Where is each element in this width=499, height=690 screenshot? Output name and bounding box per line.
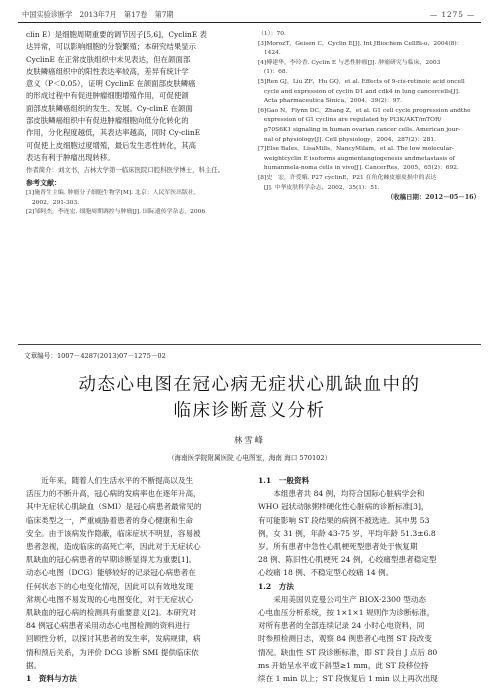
subsection-heading-methods: 1.2 方法 [258, 581, 294, 591]
reference-item: 2002，291-303. [26, 199, 80, 206]
intro-line: 常规心电图不易发现的心电图变化，对于无症状心 [26, 594, 194, 604]
body-line: 28 例、陈旧性心肌梗死 24 例，心绞痛型患者稳定型 [258, 555, 437, 565]
reference-item: p70S6K1 signaling in human ovarian cancer cells. American jour- [258, 126, 461, 133]
intro-line: 近年来，随着人们生活水平的不断提高以及生 [41, 476, 194, 485]
body-line: 岁。所有患者中急性心肌梗死型患者处于恢复期 [258, 542, 418, 552]
article-title-line-2: 临床诊断意义分析 [173, 401, 326, 421]
intro-line: 动态心电图（DCG）能够较好的记录冠心病患者在 [26, 568, 196, 578]
body-line: 作用，分化程度越低，其表达率越高，同时 Cy-clinE [26, 128, 201, 138]
body-line: 对所有患者的全部连续记录 24 小时心电资料，同 [258, 621, 425, 631]
references-left [26, 189, 242, 218]
intro-line: 肌缺血的冠心病患者的早期诊断显得尤为重要[1]。 [26, 555, 197, 565]
reference-item: expression of G1 cyclins are regulated by PI3K/AKT/mTOR/ [258, 117, 442, 124]
prev-article-left-column [26, 29, 242, 218]
body-line: 部皮肤鳞癌组织中有促进肿瘤细胞向低分化转化的 [26, 116, 189, 126]
reference-item: humanmela-noma cells in vivo[J]. CancerRes，2005，65(2)：692. [258, 165, 459, 172]
body-line: CyclinE 在正常皮肤组织中未见表达，但在颌面部 [26, 54, 191, 64]
body-line: 达异常，可以影响细胞的分裂繁殖；本研究结果显示 [26, 42, 196, 52]
body-line: 采用美国贝克曼公司生产 BIOX-2300 型动态 [273, 594, 427, 604]
reference-item: [4]傅建华，李玲香. Cyclin E 与恶性肿瘤[J]. 肿瘤研究与临床，2003 [258, 59, 441, 66]
intro-line: 安全。由于该病发作隐蔽，临床症状不明显，容易被 [26, 528, 201, 538]
body-line: 本组患者共 84 例，均符合国际心脏病学会和 [273, 489, 425, 499]
article-left-column [26, 474, 242, 685]
reference-item: [J]. 中华皮肤科学杂志，2002，35(1)：51. [258, 184, 380, 191]
intro-line: 据。 [26, 660, 42, 670]
body-line: 续在 1 min 以上；ST 段恢复后 1 min 以上再次出现 [258, 674, 438, 684]
intro-line: 其中无症状心肌缺血（SMI）是冠心病患者最常见的 [26, 502, 202, 512]
references-title: 参考文献： [26, 177, 61, 187]
reference-item: [7]Else Bales，LisaMills，NancyMilam，et al. The low molecular- [258, 146, 454, 153]
intro-line: 临床类型之一，严重威胁着患者的身心健康和生命 [26, 515, 194, 525]
running-header-journal: 中国实验诊断学 2013年7月 第17卷 第7期 [22, 10, 174, 19]
intro-line: 84 例冠心病患者采用动态心电图检测的资料进行 [26, 621, 190, 631]
reference-item: [3]MorozT，Geisen C，Cyclin E[J]. Int JBiochem CellBi-o，2004(8)： [258, 40, 463, 47]
body-line: 可促使上皮细胞过度增殖，最后发生恶性转化，其高 [26, 140, 196, 150]
body-line: 意义（P＜0.05），证明 CyclinE 在颌面部皮肤鳞癌 [26, 79, 196, 89]
author-note: 作者简介：刘文书，吉林大学第一临床医院口腔科医学博士，科主任。 [26, 166, 225, 175]
reference-item: weightcyclin E isoforms augmentangiogenesis andmetastasis of [258, 155, 455, 162]
body-line: 例，女 31 例，年龄 43-75 岁，平均年龄 51.3±6.8 [258, 528, 436, 538]
reference-item: [2]邹阿杰，李连宏. 细胞周期调控与肿瘤[J]. 国际遗传学杂志，2006 [26, 209, 206, 216]
body-line: 有可能影响 ST 段结果的病例不被选进。其中男 53 [258, 515, 430, 525]
intro-line: 肌缺血的冠心病的检测具有重要意义[2]。本研究对 [26, 608, 197, 618]
intro-line: 回顾性分析，以探讨其患者的发生率，发病规律，病 [26, 634, 201, 644]
reference-item: [6]Gao N，Flynn DC，Zhang Z，et al. G1 cell cycle progression andthe [258, 107, 471, 114]
body-line: 的形成过程中有促进肿瘤细胞增殖作用，可促使颌 [26, 91, 189, 101]
reference-item: （1）：70. [258, 31, 286, 37]
intro-line: 任何状态下的心电变化情况，因此可以有效地发现 [26, 581, 194, 591]
article-divider [18, 344, 481, 345]
article-title-line-1: 动态心电图在冠心病无症状心肌缺血中的 [78, 375, 421, 395]
body-line: WHO 冠状动脉粥样硬化性心脏病的诊断标准[3]， [258, 502, 429, 512]
subsection-heading-general: 1.1 一般资料 [258, 476, 310, 485]
body-line: 表达有利于肿瘤出现转移。 [26, 152, 115, 162]
received-date: （收稿日期：2012－05－16） [386, 193, 480, 202]
article-right-column [258, 474, 480, 685]
references-right [258, 30, 480, 203]
reference-item: 1424. [258, 50, 281, 57]
header-divider [18, 22, 481, 23]
reference-item: [8]史 宏，许爱娥. P27 cyclinE，P21 在角化棘皮瘤皮损中的表达 [258, 174, 437, 181]
author-affiliation: （海南医学院附属医院 心电图室，海南 海口 570102） [167, 454, 332, 462]
page-number: — 1275 — [430, 10, 476, 19]
body-line: 皮肤鳞癌组织中的阳性表达率较高，差异有统计学 [26, 66, 189, 76]
intro-line: 活压力的不断升高，冠心病的发病率也在逐年升高， [26, 489, 201, 499]
section-heading-methods: 1 资料与方法 [26, 674, 77, 684]
body-line: 面部皮肤鳞癌组织的发生、发展。Cy-clinE 在颌面 [26, 103, 193, 113]
body-line: 时参照检测日志，观察 84 例患者心电图 ST 段改变 [258, 634, 432, 644]
intro-line: 情和预后关系，为评价 DCG 诊断 SMI 提供临床依 [26, 647, 199, 657]
reference-item: cycle and expression of cyclin D1 and cdk4 in lung cancercells[J]. [258, 88, 460, 95]
body-line: ms 开始呈水平或下斜型≥1 mm，此 ST 段移位持 [258, 660, 429, 670]
article-author: 林雪峰 [233, 435, 266, 445]
body-line: 心绞痛 18 例、不稳定型心绞痛 14 例。 [258, 568, 394, 578]
body-line: 心电血压分析系统，按 1×1×1 规则作为诊断标准， [258, 608, 435, 618]
reference-item: [5]Ren GJ，Liu ZF，Hu GQ，et al. Effects of 9-cis-retinoic acid oncell [258, 78, 465, 85]
reference-item: [1]施普生主编. 肿瘤分子细胞生物学[M]. 北京：人民军医出版社， [26, 190, 200, 197]
body-line: clin E）是细胞周期重要的调节因子[5,6]，CyclinE 表 [26, 30, 207, 39]
reference-item: Acta pharmaceutica Sinica，2004，39(2)：97. [258, 98, 402, 105]
intro-line: 患者忽视，造成临床的高死亡率，因此对于无症状心 [26, 542, 201, 552]
article-number: 文章编号：1007－4287(2013)07－1275－02 [24, 352, 166, 360]
body-line: 情况。缺血性 ST 段诊断标准，即 ST 段自 J 点后 80 [258, 647, 438, 657]
reference-item: nal of physiology[J]. Cell physiology，2004，287(2)：281. [258, 136, 437, 143]
reference-item: (1)：68. [258, 69, 288, 76]
